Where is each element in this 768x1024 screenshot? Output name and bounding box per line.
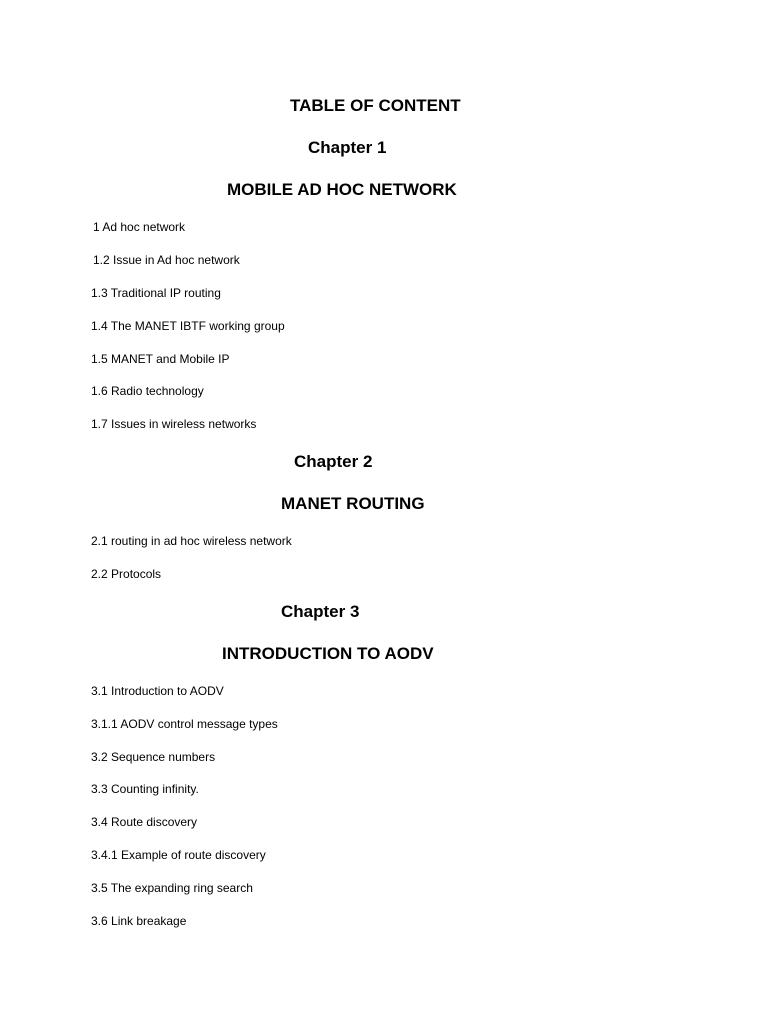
toc-entry: 1.5 MANET and Mobile IP — [91, 352, 230, 366]
toc-entry: 3.4 Route discovery — [91, 815, 198, 829]
toc-entry: 1 Ad hoc network — [93, 220, 186, 234]
toc-entry: 3.3 Counting infinity. — [91, 782, 199, 796]
toc-entry: 1.2 Issue in Ad hoc network — [93, 253, 240, 267]
toc-entry: 1.7 Issues in wireless networks — [91, 417, 257, 431]
chapter-2-title: MANET ROUTING — [281, 494, 425, 513]
toc-entry: 3.4.1 Example of route discovery — [91, 848, 266, 862]
chapter-2-label: Chapter 2 — [294, 452, 373, 471]
toc-title: TABLE OF CONTENT — [290, 96, 461, 115]
toc-entry: 1.6 Radio technology — [91, 384, 204, 398]
chapter-3-label: Chapter 3 — [281, 602, 360, 621]
toc-entry: 3.1 Introduction to AODV — [91, 684, 224, 698]
toc-entry: 3.1.1 AODV control message types — [91, 717, 278, 731]
toc-entry: 2.2 Protocols — [91, 567, 162, 581]
toc-entry: 2.1 routing in ad hoc wireless network — [91, 534, 292, 548]
chapter-1-title: MOBILE AD HOC NETWORK — [227, 180, 457, 199]
chapter-3-title: INTRODUCTION TO AODV — [222, 644, 434, 663]
toc-entry: 1.3 Traditional IP routing — [91, 286, 221, 300]
toc-entry: 3.6 Link breakage — [91, 914, 187, 928]
toc-entry: 3.5 The expanding ring search — [91, 881, 253, 895]
toc-entry: 1.4 The MANET IBTF working group — [91, 319, 285, 333]
toc-entry: 3.2 Sequence numbers — [91, 750, 216, 764]
chapter-1-label: Chapter 1 — [308, 138, 387, 157]
